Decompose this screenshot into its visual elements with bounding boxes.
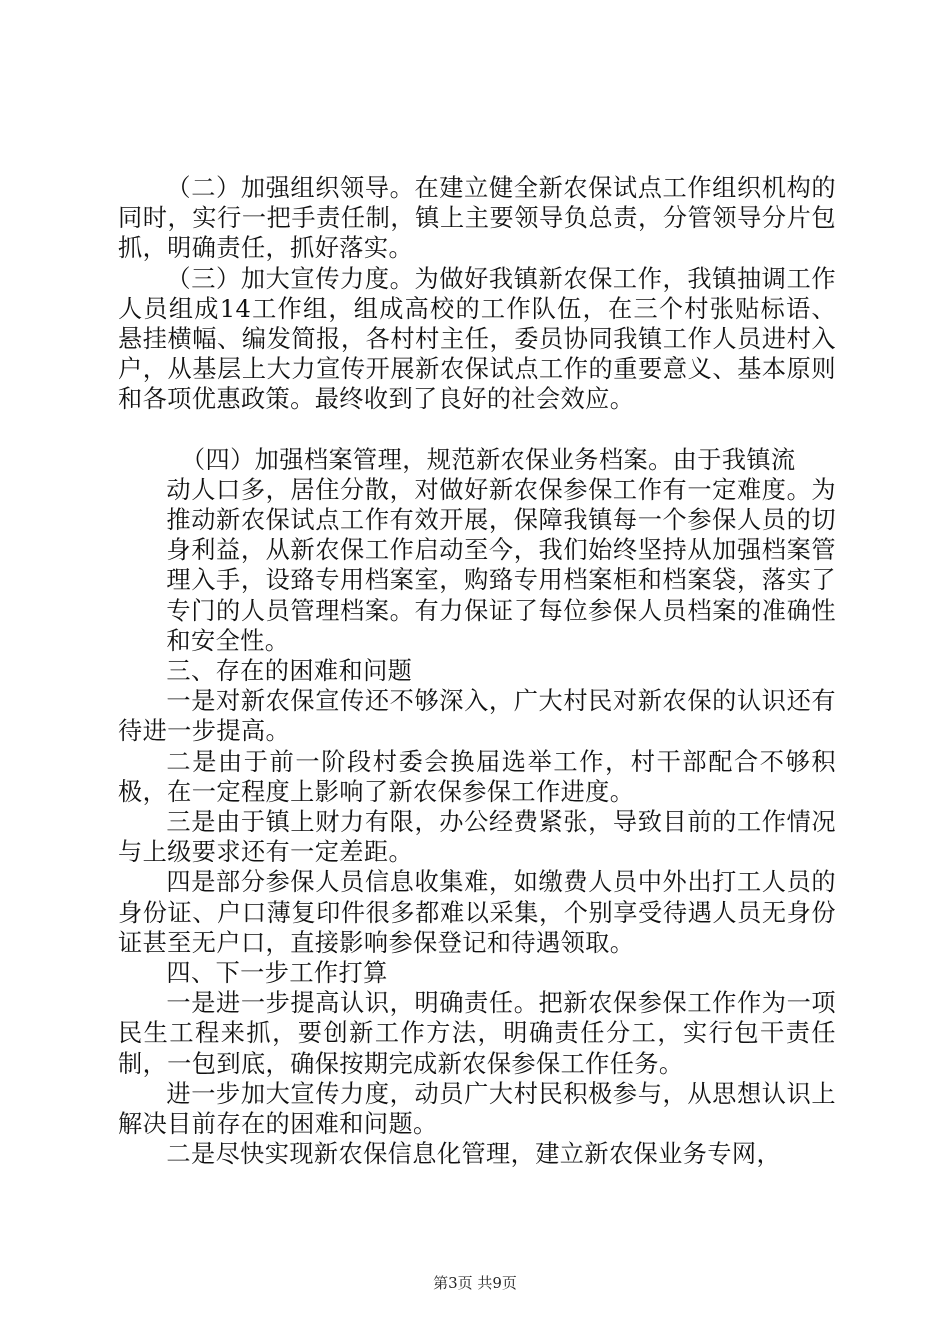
paragraph-4-archives-heading: （四）加强档案管理，规范新农保业务档案。由于我镇流 xyxy=(180,445,796,474)
problem-item-2: 二是由于前一阶段村委会换届选举工作，村干部配合不够积极，在一定程度上影响了新农保参保工作进度。 xyxy=(118,747,836,806)
paragraph-3-publicity: （三）加大宣传力度。为做好我镇新农保工作，我镇抽调工作人员组成14工作组，组成高校的工作队伍，在三个村张贴标语、悬挂横幅、编发简报，各村村主任，委员协同我镇工作人员进村入户，从基层上大力宣传开展新农保试点工作的重要意义、基本原则和各项优惠政策。最终收到了良好的社会效应。 xyxy=(118,264,836,414)
problem-item-4: 四是部分参保人员信息收集难，如缴费人员中外出打工人员的身份证、户口薄复印件很多都难以采集，个别享受待遇人员无身份证甚至无户口，直接影响参保登记和待遇领取。 xyxy=(118,868,836,957)
paragraph-4-archives-body: 动人口多，居住分散，对做好新农保参保工作有一定难度。为推动新农保试点工作有效开展，保障我镇每一个参保人员的切身利益，从新农保工作启动至今，我们始终坚持从加强档案管理入手，设臵专用档案室，购臵专用档案柜和档案袋，落实了专门的人员管理档案。有力保证了每位参保人员档案的准确性和安全性。 xyxy=(166,475,836,655)
document-body xyxy=(118,173,836,1170)
problem-item-3: 三是由于镇上财力有限，办公经费紧张，导致目前的工作情况与上级要求还有一定差距。 xyxy=(118,808,836,867)
section-heading-problems: 三、存在的困难和问题 xyxy=(166,657,413,686)
plan-item-2: 二是尽快实现新农保信息化管理，建立新农保业务专网， xyxy=(166,1140,782,1169)
problem-item-1: 一是对新农保宣传还不够深入，广大村民对新农保的认识还有待进一步提高。 xyxy=(118,687,836,746)
page-number-footer: 第3页 共9页 xyxy=(433,1274,517,1292)
plan-item-publicity: 进一步加大宣传力度，动员广大村民积极参与，从思想认识上解决目前存在的困难和问题。 xyxy=(118,1079,836,1139)
paragraph-2-organization: （二）加强组织领导。在建立健全新农保试点工作组织机构的同时，实行一把手责任制，镇上主要领导负总责，分管领导分片包抓，明确责任，抓好落实。 xyxy=(118,174,836,263)
section-heading-next-steps: 四、下一步工作打算 xyxy=(166,959,388,988)
plan-item-1: 一是进一步提高认识，明确责任。把新农保参保工作作为一项民生工程来抓，要创新工作方法，明确责任分工，实行包干责任制，一包到底，确保按期完成新农保参保工作任务。 xyxy=(118,989,836,1078)
